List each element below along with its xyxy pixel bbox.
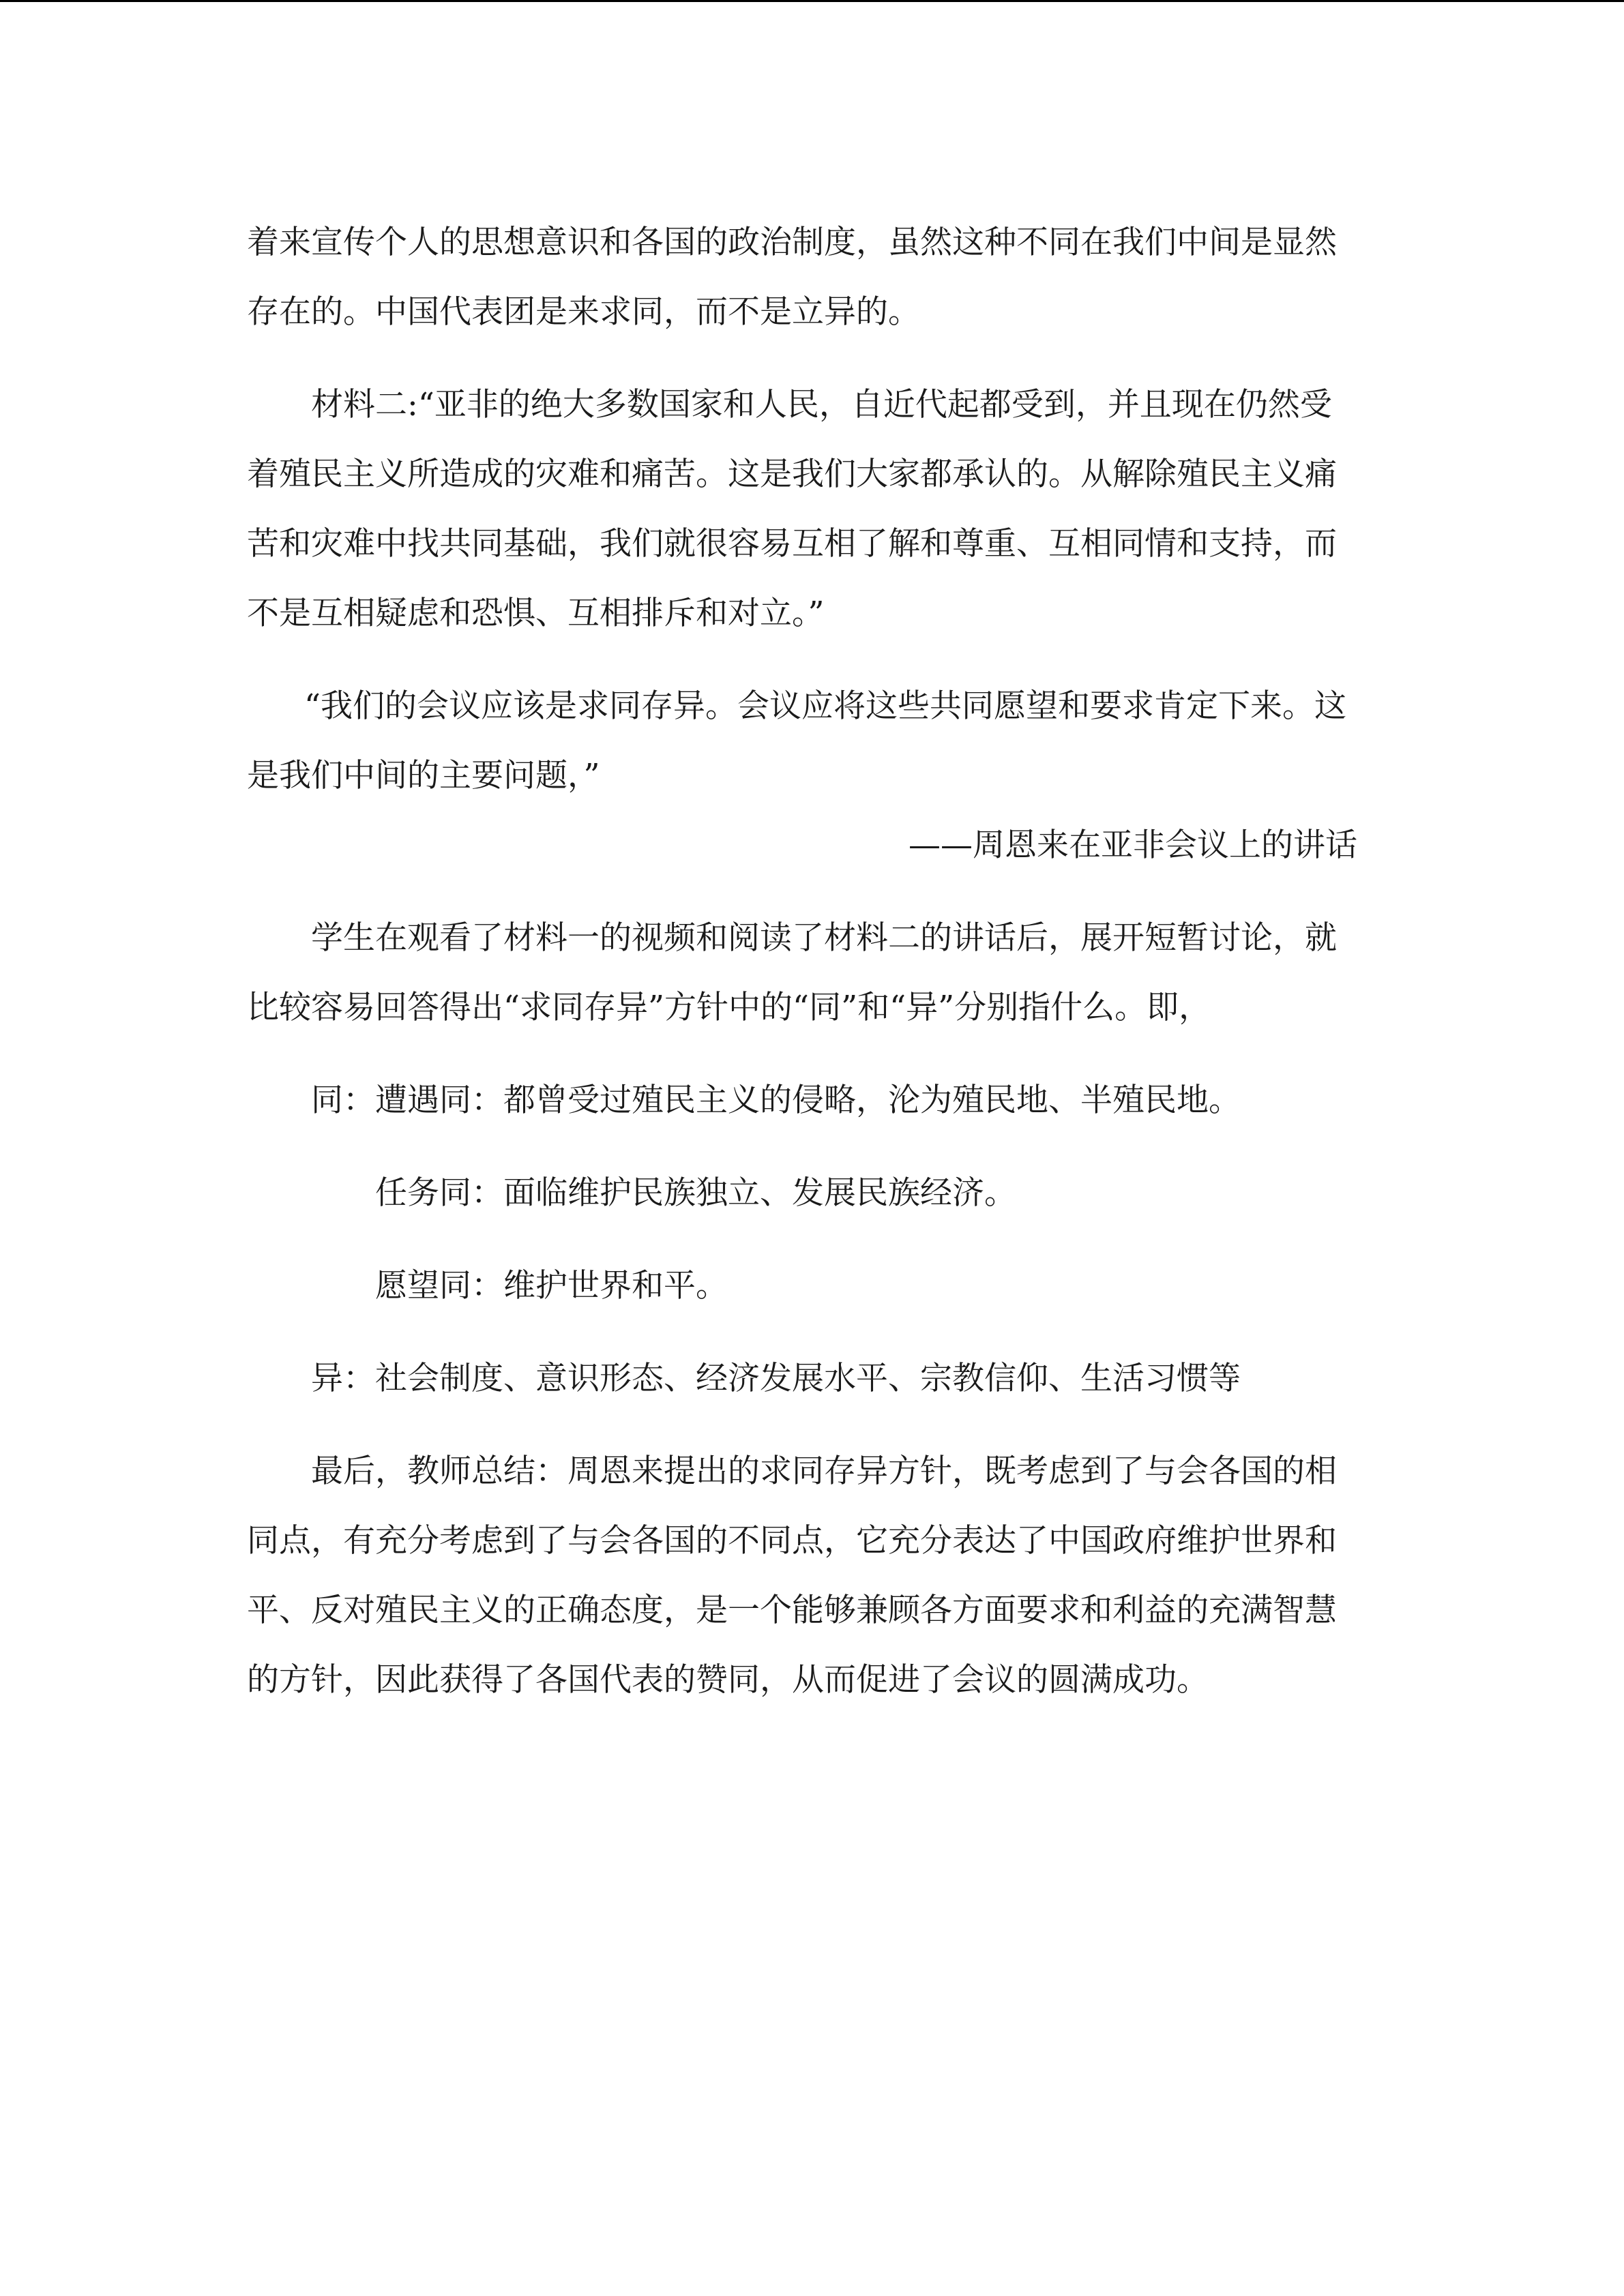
text-line: 材料二:“亚非的绝大多数国家和人民，自近代起都受到，并且现在仍然受 [311,386,1332,423]
text-line: 同点，有充分考虑到了与会各国的不同点，它充分表达了中国政府维护世界和 [247,1522,1337,1560]
text-line: 最后，教师总结：周恩来提出的求同存异方针，既考虑到了与会各国的相 [311,1452,1337,1490]
text-line: 存在的。中国代表团是来求同，而不是立异的。 [247,293,920,331]
similarity-item-wish: 愿望同：维护世界和平。 [375,1267,728,1304]
text-line: 比较容易回答得出“求同存异”方针中的“同”和“异”分别指什么。即， [247,989,1211,1026]
text-line: 苦和灾难中找共同基础，我们就很容易互相了解和尊重、互相同情和支持，而 [247,525,1337,563]
paragraph-material-two [247,370,1371,648]
paragraph-quote [247,672,1371,811]
text-line: 学生在观看了材料一的视频和阅读了材料二的讲话后，展开短暂讨论，就 [311,919,1337,957]
difference-item: 异：社会制度、意识形态、经济发展水平、宗教信仰、生活习惯等 [311,1360,1241,1397]
text-line: 是我们中间的主要问题，” [247,757,600,794]
similarity-item-experience: 同：遭遇同：都曾受过殖民主义的侵略，沦为殖民地、半殖民地。 [311,1082,1241,1119]
top-border-line [0,0,1624,2]
text-line: 着殖民主义所造成的灾难和痛苦。这是我们大家都承认的。从解除殖民主义痛 [247,456,1337,493]
paragraph-teacher-summary [247,1437,1371,1715]
text-line: 的方针，因此获得了各国代表的赞同，从而促进了会议的圆满成功。 [247,1661,1209,1699]
similarity-item-task: 任务同：面临维护民族独立、发展民族经济。 [375,1174,1016,1212]
paragraph-student-discussion [247,904,1371,1043]
text-line: 不是互相疑虑和恐惧、互相排斥和对立。” [247,595,825,632]
paragraph-continuation [247,208,1371,347]
text-line: 着来宣传个人的思想意识和各国的政治制度，虽然这种不同在我们中间是显然 [247,224,1337,261]
text-line: 平、反对殖民主义的正确态度，是一个能够兼顾各方面要求和利益的充满智慧 [247,1592,1337,1629]
quote-attribution: ——周恩来在亚非会议上的讲话 [909,826,1357,864]
document-body [247,208,1371,1715]
text-line: “我们的会议应该是求同存异。会议应将这些共同愿望和要求肯定下来。这 [304,687,1347,725]
